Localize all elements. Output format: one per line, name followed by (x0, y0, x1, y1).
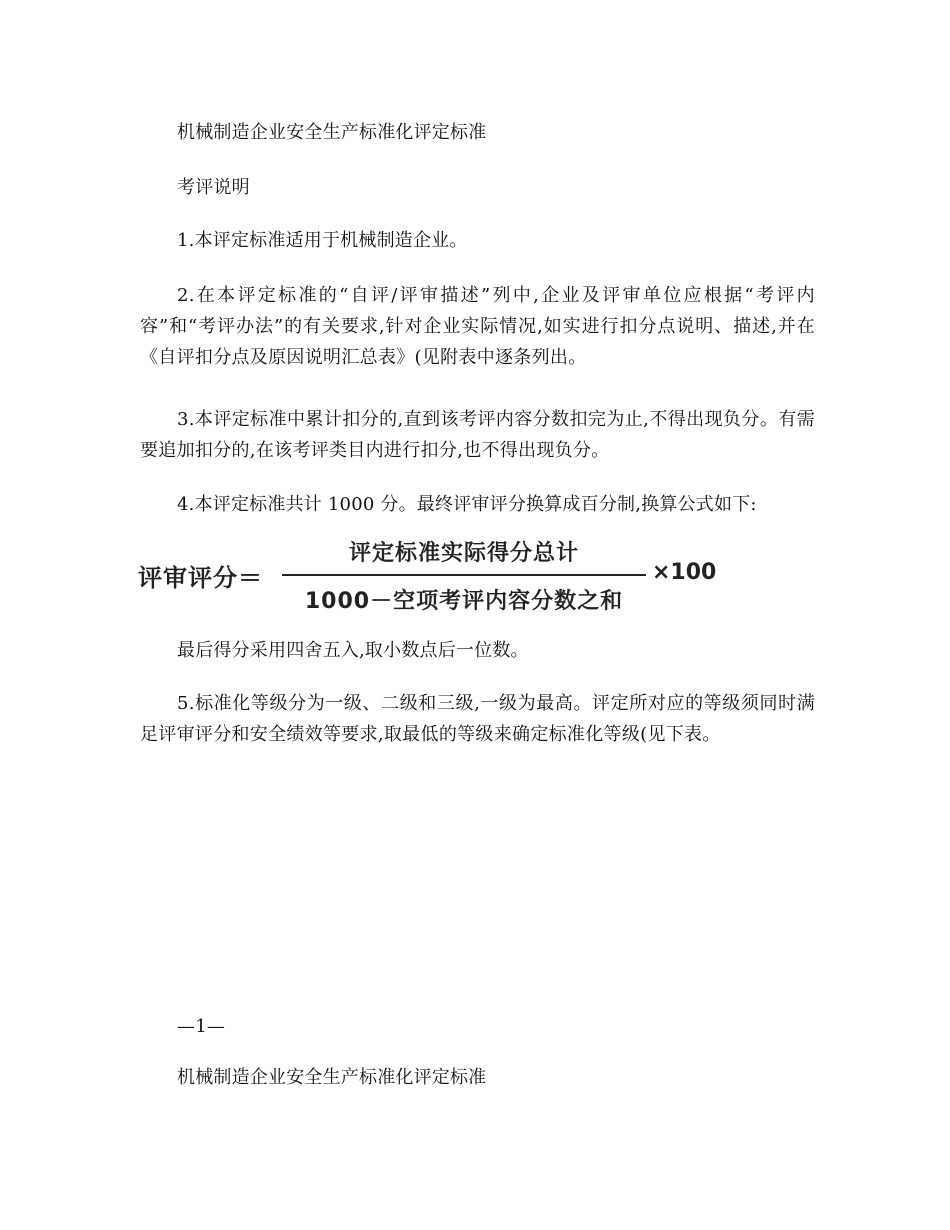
rounding-note: 最后得分采用四舍五入,取小数点后一位数。 (177, 640, 529, 661)
page-number: —1— (177, 1016, 226, 1037)
formula-multiplier: ×100 (652, 560, 717, 585)
paragraph-5: 5.标准化等级分为一级、二级和三级,一级为最高。评定所对应的等级须同时满足评审评分和安全绩效等要求,取最低的等级来确定标准化等级(见下表。 (140, 693, 815, 745)
section-heading: 考评说明 (177, 177, 250, 198)
paragraph-2: 2.在本评定标准的“自评/评审描述”列中,企业及评审单位应根据“考评内容”和“考评办法”的有关要求,针对企业实际情况,如实进行扣分点说明、描述,并在《自评扣分点及原因说明汇总表》(见附表中逐条列出。 (140, 285, 815, 368)
formula-numerator: 评定标准实际得分总计 (348, 541, 579, 566)
formula-lhs: 评审评分＝ (138, 564, 263, 592)
document-title: 机械制造企业安全生产标准化评定标准 (177, 122, 487, 143)
next-page-title: 机械制造企业安全生产标准化评定标准 (177, 1067, 487, 1088)
paragraph-4: 4.本评定标准共计 1000 分。最终评审评分换算成百分制,换算公式如下: (177, 494, 757, 515)
paragraph-1: 1.本评定标准适用于机械制造企业。 (177, 230, 468, 251)
fraction-bar (282, 574, 646, 576)
score-formula (138, 532, 738, 618)
formula-fraction (282, 532, 646, 618)
paragraph-3: 3.本评定标准中累计扣分的,直到该考评内容分数扣完为止,不得出现负分。有需要追加扣分的,在该考评类目内进行扣分,也不得出现负分。 (140, 409, 815, 461)
formula-denominator: 1000－空项考评内容分数之和 (304, 589, 624, 614)
